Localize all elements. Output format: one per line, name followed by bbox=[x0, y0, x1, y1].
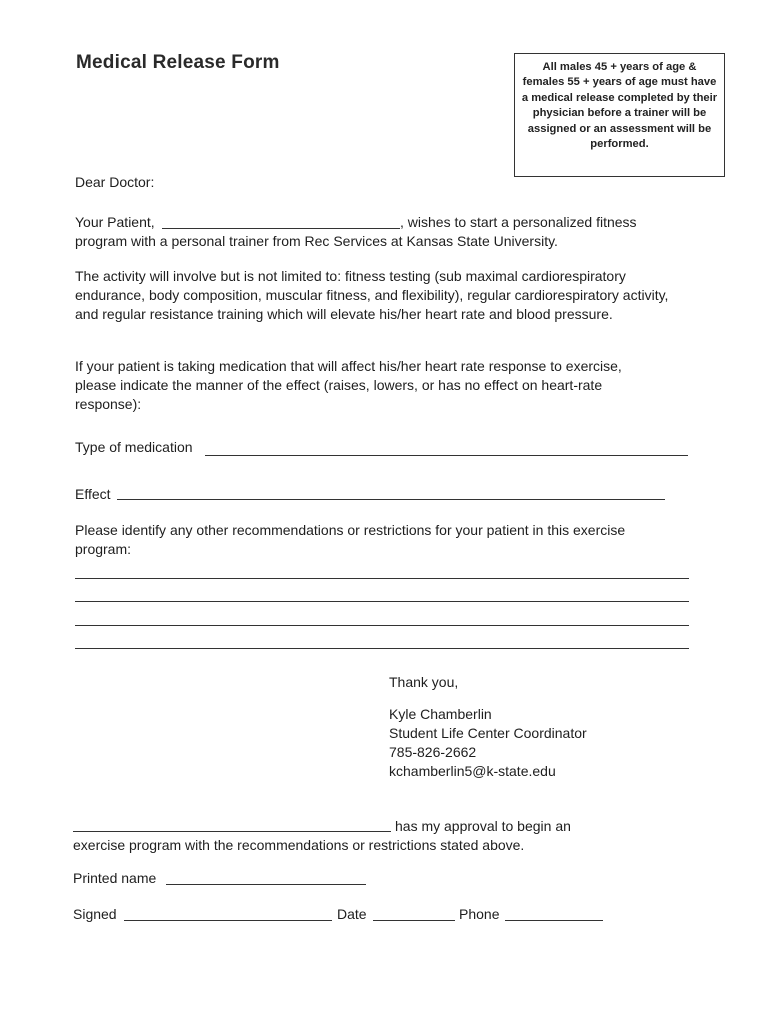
effect-field[interactable] bbox=[117, 499, 665, 500]
patient-suffix: , wishes to start a personalized fitness bbox=[400, 214, 637, 230]
patient-label: Your Patient, bbox=[75, 214, 155, 230]
printed-name-field[interactable] bbox=[166, 884, 366, 885]
recommendations-line-3[interactable] bbox=[75, 625, 689, 626]
recommendations-paragraph: Please identify any other recommendations or restrictions for your patient in this exercise program: bbox=[75, 522, 626, 557]
signature-phone: 785-826-2662 bbox=[389, 744, 477, 760]
signed-field[interactable] bbox=[124, 920, 332, 921]
recommendations-line-2[interactable] bbox=[75, 601, 689, 602]
approval-suffix: has my approval to begin an bbox=[395, 818, 571, 834]
signature-block bbox=[389, 705, 587, 781]
signed-label: Signed bbox=[73, 906, 117, 922]
closing: Thank you, bbox=[389, 674, 459, 690]
recommendations-line-4[interactable] bbox=[75, 648, 689, 649]
signature-title: Student Life Center Coordinator bbox=[389, 725, 587, 741]
approval-line2: exercise program with the recommendations or restrictions stated above. bbox=[73, 837, 525, 853]
greeting: Dear Doctor: bbox=[75, 174, 155, 190]
phone-field[interactable] bbox=[505, 920, 603, 921]
phone-label: Phone bbox=[459, 906, 500, 922]
printed-name-label: Printed name bbox=[73, 870, 157, 886]
approval-name-field[interactable] bbox=[73, 831, 391, 832]
patient-line2: program with a personal trainer from Rec Services at Kansas State University. bbox=[75, 233, 558, 249]
signature-name: Kyle Chamberlin bbox=[389, 706, 492, 722]
notice-box: All males 45 + years of age & females 55 + years of age must have a medical release completed by their physician before a trainer will be assigned or an assessment will be performed. bbox=[514, 53, 725, 177]
medication-label: Type of medication bbox=[75, 439, 193, 455]
date-label: Date bbox=[337, 906, 367, 922]
medication-paragraph: If your patient is taking medication that will affect his/her heart rate response to exercise, please indicate the manner of the effect (raises, lowers, or has no effect on heart-rate response): bbox=[75, 358, 622, 412]
form-title: Medical Release Form bbox=[76, 52, 280, 73]
signature-email: kchamberlin5@k-state.edu bbox=[389, 763, 556, 779]
patient-name-field[interactable] bbox=[162, 228, 400, 229]
medication-field[interactable] bbox=[205, 455, 688, 456]
activity-paragraph: The activity will involve but is not limited to: fitness testing (sub maximal cardiorespiratory endurance, body composition, muscular fitness, and flexibility), regular cardiorespiratory activity, and regular resistance training which will elevate his/her heart rate and blood pressure. bbox=[75, 268, 669, 322]
recommendations-line-1[interactable] bbox=[75, 578, 689, 579]
effect-label: Effect bbox=[75, 486, 111, 502]
date-field[interactable] bbox=[373, 920, 455, 921]
